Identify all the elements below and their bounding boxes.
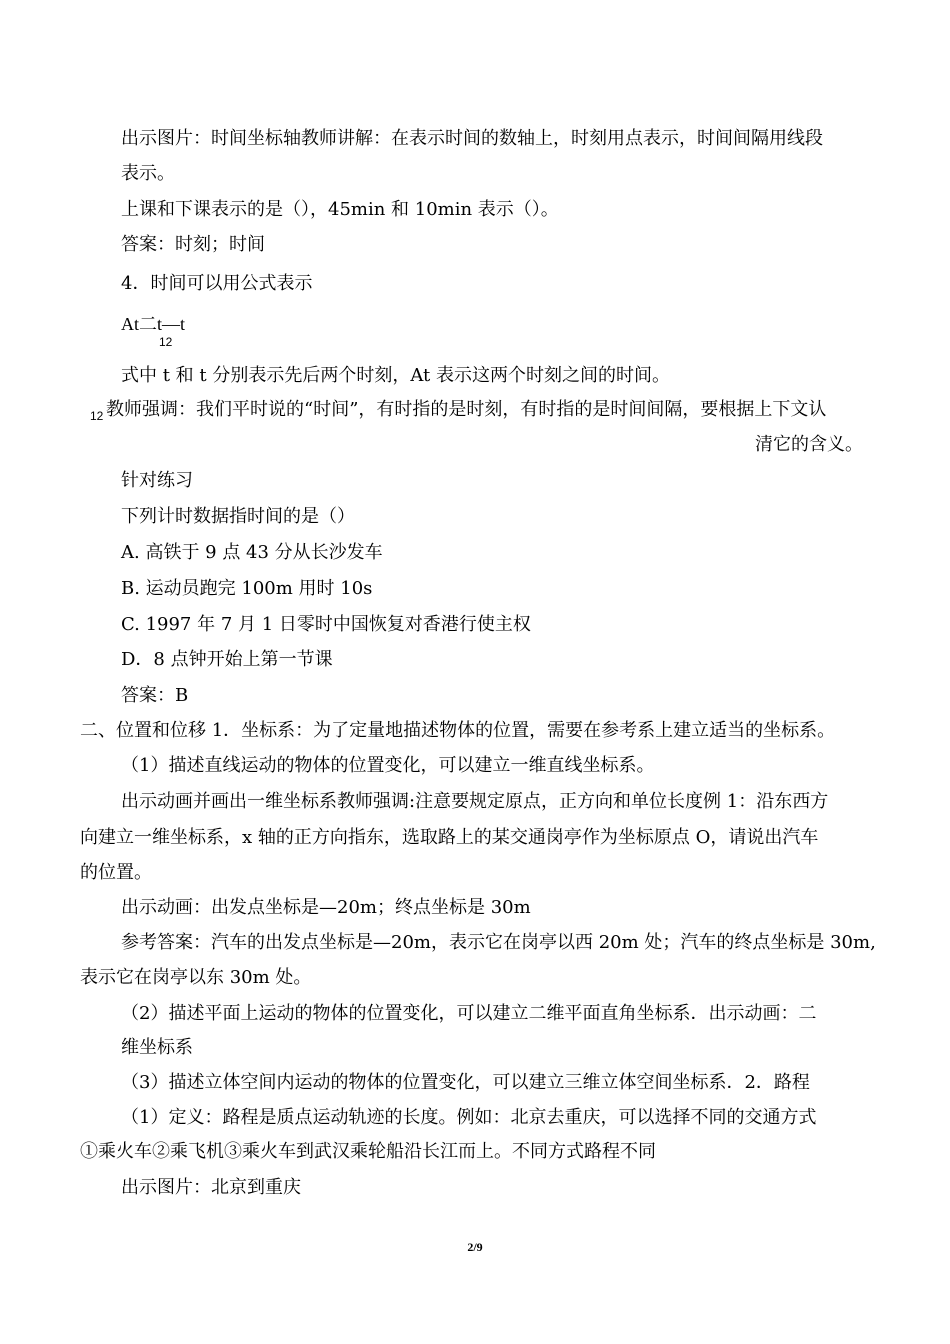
- text-line: 式中 t 和 t 分别表示先后两个时刻，At 表示这两个时刻之间的时间。: [121, 365, 670, 386]
- subscript-note: 12: [90, 409, 104, 423]
- page-number: 2/9: [467, 1240, 483, 1254]
- text-line: 的位置。: [80, 862, 152, 883]
- text-line: （1）定义：路程是质点运动轨迹的长度。例如：北京去重庆，可以选择不同的交通方式: [121, 1107, 817, 1128]
- teacher-emphasis: 教师强调：我们平时说的“时间”，有时指的是时刻，有时指的是时间间隔，要根据上下文认: [106, 399, 827, 420]
- text-line: ①乘火车②乘飞机③乘火车到武汉乘轮船沿长江而上。不同方式路程不同: [80, 1141, 656, 1162]
- text-line: 上课和下课表示的是（），45min 和 10min 表示（）。: [121, 199, 559, 220]
- text-line: 出示图片：北京到重庆: [121, 1177, 301, 1198]
- answer-text: 答案：B: [121, 685, 189, 706]
- exercise-heading: 针对练习: [121, 470, 193, 491]
- formula-subscript: 12: [159, 335, 173, 349]
- text-line: 出示动画：出发点坐标是—20m；终点坐标是 30m: [121, 897, 531, 918]
- text-line: 向建立一维坐标系，x 轴的正方向指东，选取路上的某交通岗亭作为坐标原点 O，请说出汽车: [80, 827, 819, 848]
- section-heading: 二、位置和位移 1．坐标系：为了定量地描述物体的位置，需要在参考系上建立适当的坐标系。: [80, 720, 836, 741]
- text-line: （1）描述直线运动的物体的位置变化，可以建立一维直线坐标系。: [121, 755, 655, 776]
- text-line: 答案：时刻；时间: [121, 234, 265, 255]
- time-formula: At二t—t: [121, 314, 186, 334]
- text-line: （3）描述立体空间内运动的物体的位置变化，可以建立三维立体空间坐标系．2．路程: [121, 1072, 810, 1093]
- text-line: 参考答案：汽车的出发点坐标是—20m，表示它在岗亭以西 20m 处；汽车的终点坐标是 30m,: [121, 932, 876, 953]
- option-a: A. 高铁于 9 点 43 分从长沙发车: [121, 542, 383, 563]
- text-line: 清它的含义。: [755, 434, 863, 455]
- text-line: 维坐标系: [121, 1037, 193, 1058]
- option-b: B. 运动员跑完 100m 用时 10s: [121, 578, 373, 599]
- text-line: 表示它在岗亭以东 30m 处。: [80, 967, 312, 988]
- option-c: C. 1997 年 7 月 1 日零时中国恢复对香港行使主权: [121, 614, 531, 635]
- section-item-4: 4．时间可以用公式表示: [121, 273, 313, 294]
- question-text: 下列计时数据指时间的是（）: [121, 506, 355, 527]
- text-line: 出示图片：时间坐标轴教师讲解：在表示时间的数轴上，时刻用点表示，时间间隔用线段: [121, 128, 823, 149]
- option-d: D．8 点钟开始上第一节课: [121, 649, 333, 670]
- text-line: 表示。: [121, 163, 175, 184]
- text-line: 出示动画并画出一维坐标系教师强调:注意要规定原点，正方向和单位长度例 1：沿东西方: [121, 791, 829, 812]
- text-line: （2）描述平面上运动的物体的位置变化，可以建立二维平面直角坐标系．出示动画：二: [121, 1003, 817, 1024]
